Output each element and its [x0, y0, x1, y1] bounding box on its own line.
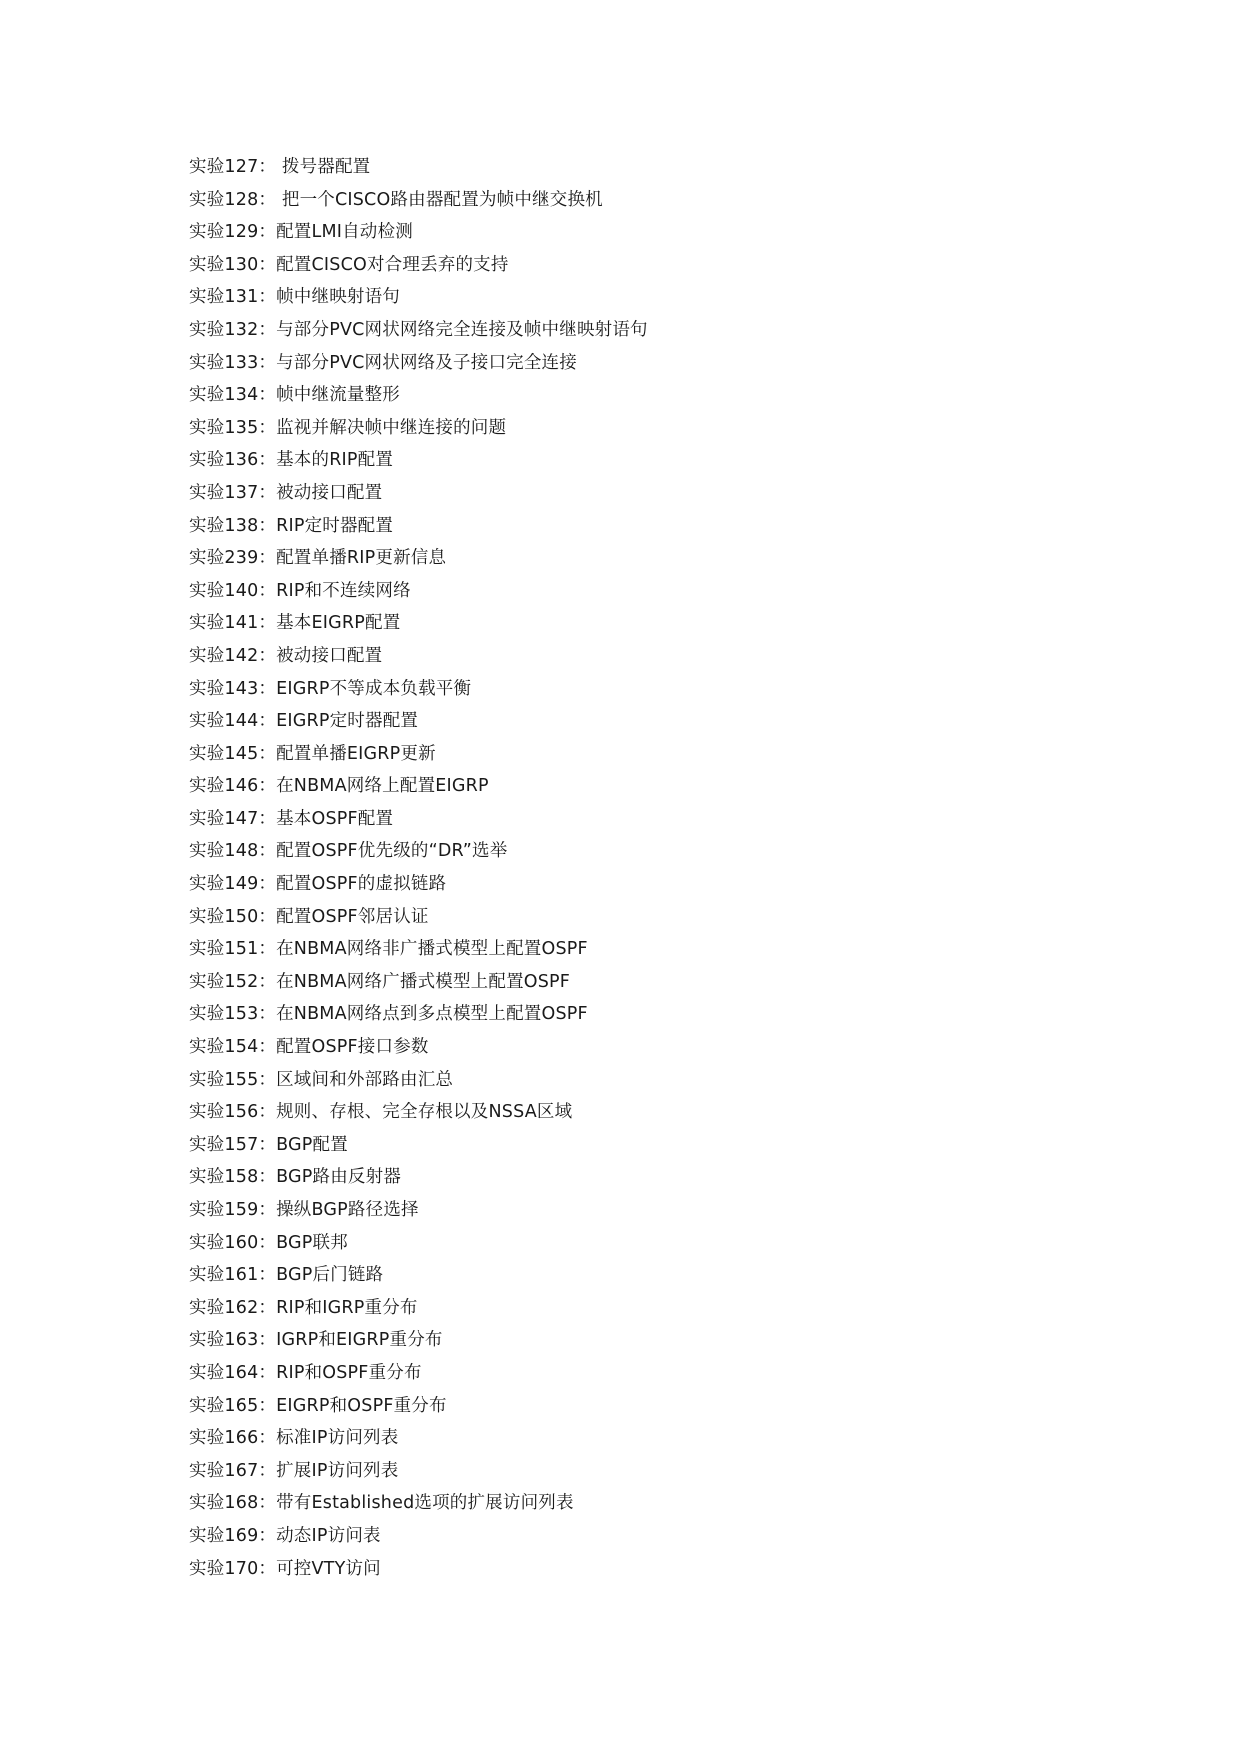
list-item: [189, 347, 648, 380]
lab-title: 实验146：在NBMA网络上配置EIGRP: [189, 776, 489, 797]
lab-list: [189, 151, 648, 1585]
list-item: [189, 835, 648, 868]
list-item: [189, 314, 648, 347]
lab-title: 实验155：区域间和外部路由汇总: [189, 1069, 454, 1090]
list-item: [189, 1031, 648, 1064]
list-item: [189, 216, 648, 249]
lab-title: 实验170：可控VTY访问: [189, 1558, 381, 1579]
lab-title: 实验159：操纵BGP路径选择: [189, 1200, 419, 1220]
list-item: [189, 379, 648, 412]
lab-title: 实验129：配置LMI自动检测: [189, 222, 413, 243]
lab-title: 实验143：EIGRP不等成本负载平衡: [189, 678, 472, 699]
lab-title: 实验158：BGP路由反射器: [189, 1167, 402, 1188]
list-item: [189, 444, 648, 477]
list-item: [189, 705, 648, 738]
list-item: [189, 1259, 648, 1292]
lab-title: 实验127： 拨号器配置: [189, 157, 371, 177]
list-item: [189, 1324, 648, 1357]
lab-title: 实验137：被动接口配置: [189, 482, 383, 503]
lab-title: 实验162：RIP和IGRP重分布: [189, 1297, 418, 1318]
lab-title: 实验163：IGRP和EIGRP重分布: [189, 1330, 443, 1351]
lab-title: 实验135：监视并解决帧中继连接的问题: [189, 417, 507, 438]
lab-title: 实验132：与部分PVC网状网络完全连接及帧中继映射语句: [189, 319, 648, 340]
lab-title: 实验128： 把一个CISCO路由器配置为帧中继交换机: [189, 189, 603, 210]
lab-title: 实验141：基本EIGRP配置: [189, 613, 401, 634]
lab-title: 实验150：配置OSPF邻居认证: [189, 906, 429, 927]
lab-title: 实验152：在NBMA网络广播式模型上配置OSPF: [189, 971, 571, 992]
list-item: [189, 1357, 648, 1390]
lab-title: 实验130：配置CISCO对合理丢弃的支持: [189, 254, 509, 275]
list-item: [189, 1064, 648, 1097]
lab-title: 实验165：EIGRP和OSPF重分布: [189, 1395, 447, 1416]
list-item: [189, 151, 648, 184]
list-item: [189, 933, 648, 966]
list-item: [189, 1553, 648, 1586]
lab-title: 实验140：RIP和不连续网络: [189, 580, 411, 601]
lab-title: 实验133：与部分PVC网状网络及子接口完全连接: [189, 352, 577, 373]
lab-title: 实验136：基本的RIP配置: [189, 450, 394, 471]
list-item: [189, 868, 648, 901]
list-item: [189, 1292, 648, 1325]
list-item: [189, 412, 648, 445]
list-item: [189, 542, 648, 575]
list-item: [189, 1520, 648, 1553]
lab-title: 实验161：BGP后门链路: [189, 1265, 384, 1286]
lab-title: 实验160：BGP联邦: [189, 1232, 348, 1253]
list-item: [189, 510, 648, 543]
lab-title: 实验148：配置OSPF优先级的“DR”选举: [189, 841, 508, 862]
list-item: [189, 1096, 648, 1129]
lab-title: 实验153：在NBMA网络点到多点模型上配置OSPF: [189, 1004, 588, 1025]
list-item: [189, 1161, 648, 1194]
list-item: [189, 607, 648, 640]
lab-title: 实验239：配置单播RIP更新信息: [189, 548, 447, 569]
list-item: [189, 1194, 648, 1227]
lab-title: 实验138：RIP定时器配置: [189, 515, 394, 536]
list-item: [189, 1390, 648, 1423]
list-item: [189, 184, 648, 217]
lab-title: 实验145：配置单播EIGRP更新: [189, 743, 436, 764]
lab-title: 实验154：配置OSPF接口参数: [189, 1037, 429, 1058]
lab-title: 实验166：标准IP访问列表: [189, 1428, 399, 1449]
list-item: [189, 901, 648, 934]
lab-title: 实验169：动态IP访问表: [189, 1525, 381, 1546]
lab-title: 实验157：BGP配置: [189, 1134, 348, 1155]
lab-title: 实验134：帧中继流量整形: [189, 385, 401, 406]
list-item: [189, 575, 648, 608]
list-item: [189, 738, 648, 771]
list-item: [189, 803, 648, 836]
lab-title: 实验147：基本OSPF配置: [189, 808, 394, 829]
lab-title: 实验142：被动接口配置: [189, 645, 383, 666]
list-item: [189, 770, 648, 803]
lab-title: 实验156：规则、存根、完全存根以及NSSA区域: [189, 1102, 573, 1123]
list-item: [189, 673, 648, 706]
lab-title: 实验144：EIGRP定时器配置: [189, 711, 419, 732]
lab-title: 实验151：在NBMA网络非广播式模型上配置OSPF: [189, 939, 588, 960]
lab-title: 实验167：扩展IP访问列表: [189, 1460, 399, 1481]
list-item: [189, 966, 648, 999]
list-item: [189, 1422, 648, 1455]
list-item: [189, 1227, 648, 1260]
list-item: [189, 998, 648, 1031]
list-item: [189, 1129, 648, 1162]
lab-title: 实验168：带有Established选项的扩展访问列表: [189, 1493, 574, 1514]
list-item: [189, 477, 648, 510]
lab-title: 实验164：RIP和OSPF重分布: [189, 1362, 422, 1383]
list-item: [189, 640, 648, 673]
list-item: [189, 249, 648, 282]
lab-title: 实验149：配置OSPF的虚拟链路: [189, 874, 447, 895]
list-item: [189, 281, 648, 314]
list-item: [189, 1455, 648, 1488]
list-item: [189, 1487, 648, 1520]
lab-title: 实验131：帧中继映射语句: [189, 287, 401, 308]
